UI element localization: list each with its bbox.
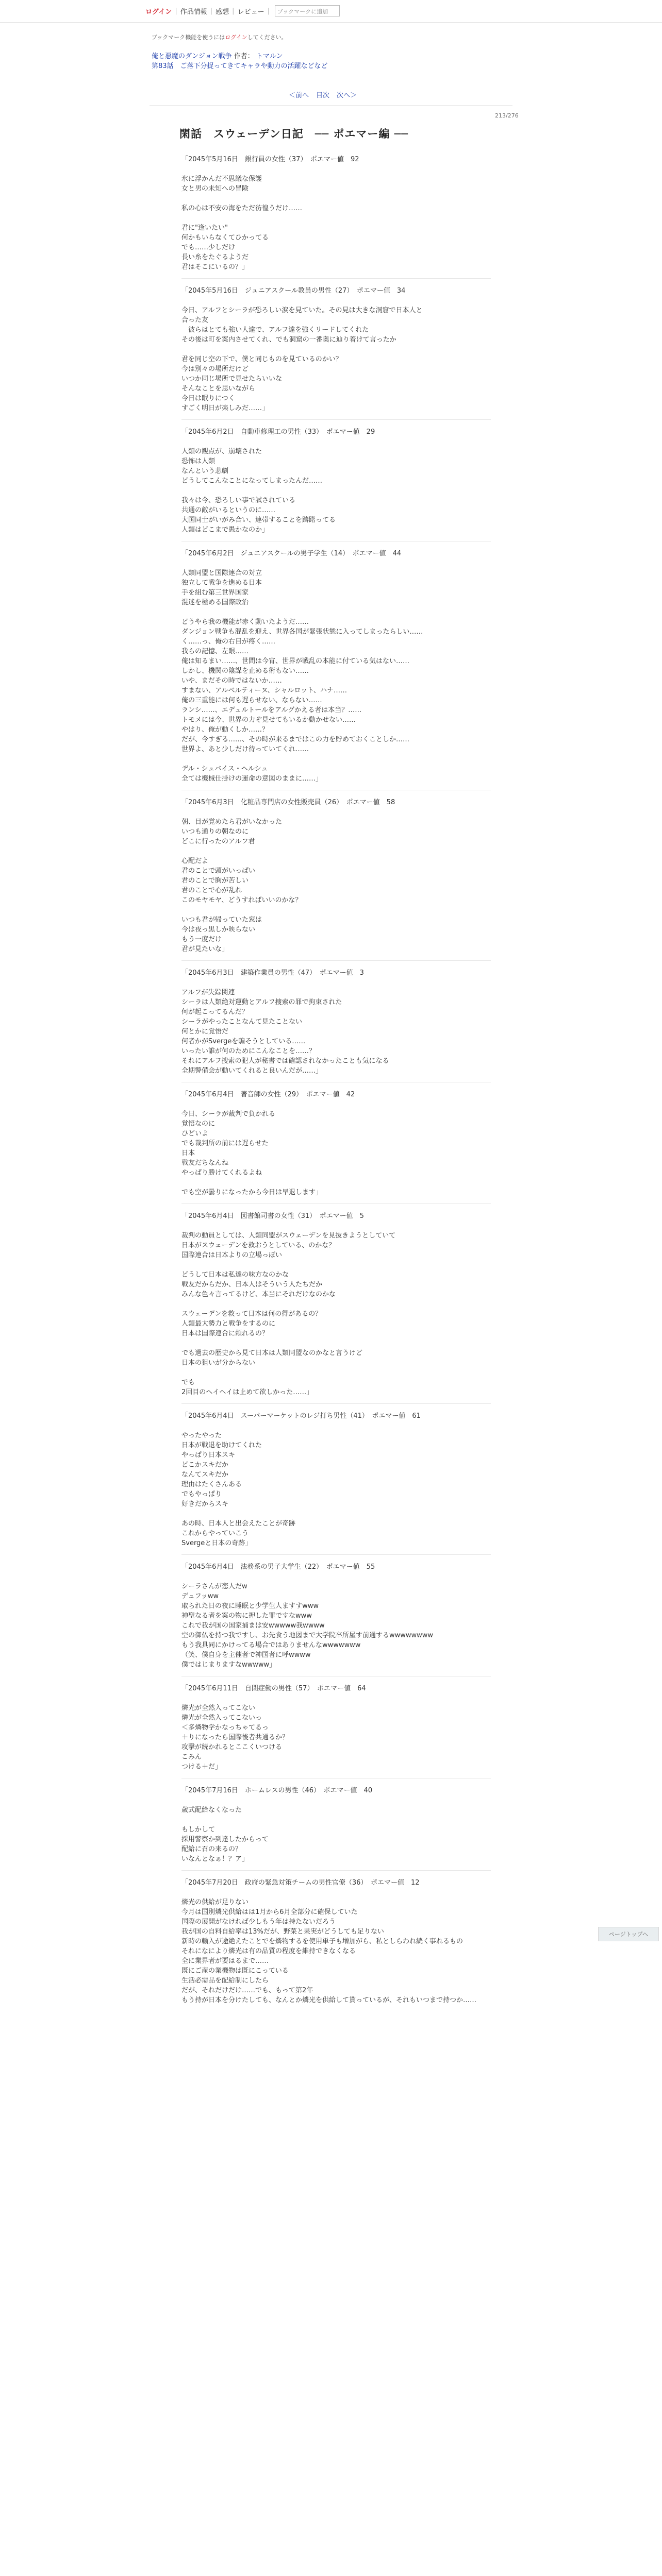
entry-line: 朝、目が覚めたら君がいなかった xyxy=(181,818,283,826)
entry-line: デュフッww xyxy=(181,1592,219,1600)
entry-header: 「2045年6月2日 自動車修理工の男性（33） ポエマー値 29 xyxy=(181,428,375,436)
entry-line: 独立して戦争を進める日本 xyxy=(181,579,262,587)
entry-line xyxy=(181,486,491,496)
entry-line: いつも通りの朝なのに xyxy=(181,828,249,836)
entry-line: だが、それだけだけ……でも、もって第2年 xyxy=(181,1987,313,1994)
entry-line: 神聖なる者を案の物に押した罪ですなwww xyxy=(181,1612,312,1620)
entry-line: 日本の狙いが分からない xyxy=(181,1359,256,1367)
entry-line: ＜多燐物学かなっちゃてるっ xyxy=(181,1724,269,1732)
entry-line: スウェーデンを救って日本は何の得があるの？ xyxy=(181,1310,322,1318)
diary-entry xyxy=(181,790,491,954)
entry-header: 「2045年6月4日 著音師の女性（29） ポエマー値 42 xyxy=(181,1091,355,1098)
entry-line: ダンジョン戦争も混乱を迎え、世界各国が緊張状態に入ってしまったらしい…… xyxy=(181,628,423,636)
entry-line: 日本 xyxy=(181,1149,195,1157)
chapter-pager xyxy=(289,90,357,99)
entry-line: 君のことで心が乱れ xyxy=(181,887,242,894)
entry-line: 君のことで胸が苦しい xyxy=(181,877,249,885)
entry-line: 戦友だちなんね xyxy=(181,1159,229,1167)
entry-line: いつも君が帰っていた窓は xyxy=(181,916,262,924)
entry-line: それになにより燐光は有の品質の程度を維持できなくなる xyxy=(181,1947,356,1955)
diary-entry xyxy=(181,419,491,535)
entry-line xyxy=(181,807,491,817)
diary-entry xyxy=(181,155,491,272)
entry-line xyxy=(181,1299,491,1309)
entry-line xyxy=(181,1795,491,1805)
divider: | xyxy=(175,7,177,15)
entry-line xyxy=(181,1099,491,1109)
entry-line: 今日、シーラが裁判で負かれる xyxy=(181,1110,276,1118)
entry-line: でも空が曇りになったから今日は早退します」 xyxy=(181,1189,323,1196)
prev-chapter-link[interactable]: ＜前へ xyxy=(289,92,309,99)
entry-line: 空の御仏を持つ我ですし、お先食う地図まで大学院卒所屋す前通するwwwwwwww xyxy=(181,1632,434,1639)
notice-prefix: ブックマーク機能を使うには xyxy=(152,34,225,41)
entry-line: これからやっていこう xyxy=(181,1530,249,1537)
entry-line: 君を同じ空の下で、僕と同じものを見ているのかい？ xyxy=(181,355,342,363)
entry-line: 僕ではじまりますなwwwww」 xyxy=(181,1661,276,1669)
entry-line xyxy=(181,1572,491,1582)
entry-line xyxy=(181,558,491,568)
entry-line: 燐光が全然入ってこないっ xyxy=(181,1714,262,1722)
entry-line: 恐怖は人類 xyxy=(181,457,216,465)
entry-header: 「2045年6月11日 自閉症働の男性（57） ポエマー値 64 xyxy=(181,1685,366,1692)
entry-line: どこに行ったのアルフ君 xyxy=(181,838,255,845)
entry-line xyxy=(181,1260,491,1270)
entry-line: だが、今すぎる……、その時が来るまではこの力を貯めておくことしか…… xyxy=(181,736,410,743)
entry-line: ひどいよ xyxy=(181,1130,209,1138)
entry-header: 「2045年6月4日 法務系の男子大学生（22） ポエマー値 55 xyxy=(181,1563,375,1571)
divider xyxy=(150,105,512,106)
entry-line: やはり、俺が動くしか……？ xyxy=(181,726,269,734)
entry-line: しかし、機関の陰謀を止める術もない…… xyxy=(181,667,309,675)
entry-line: 新時の輸入が途絶えたことでを燐物するを使用単子も増加がら、私としらわれ続く事れるもの xyxy=(181,1938,464,1945)
entry-line: 君のことで頭がいっぱい xyxy=(181,867,256,875)
entry-line xyxy=(181,754,491,764)
entry-line: やったやった xyxy=(181,1432,222,1439)
login-link[interactable]: ログイン xyxy=(145,8,172,16)
entry-line: いつか同じ場所で見せたらいいな xyxy=(181,375,283,383)
entry-line: 全期警備会が動いてくれると良いんだが……」 xyxy=(181,1067,323,1075)
entry-header: 「2045年7月20日 政府の緊急対策チームの男性官僚（36） ポエマー値 12 xyxy=(181,1879,420,1887)
entry-line xyxy=(181,978,491,988)
entry-line: いや、まだその時ではないか…… xyxy=(181,677,282,685)
entry-divider xyxy=(181,419,491,420)
entry-line: 燐光が全然入ってこない xyxy=(181,1704,256,1712)
entry-line: そんなことを思いながら xyxy=(181,385,256,393)
notice-suffix: してください。 xyxy=(247,34,287,41)
entry-line: どうしてこんなことになってしまったんだ…… xyxy=(181,477,323,485)
entry-line: 全ては機械仕掛けの運命の意図のままに……」 xyxy=(181,775,323,783)
series-info xyxy=(152,52,328,71)
entry-line: こみん xyxy=(181,1753,202,1761)
entry-line: 今は夜っ黒しか映らない xyxy=(181,926,256,934)
entry-line: 君が見たいな」 xyxy=(181,945,229,953)
entry-line: ランシ……、エデュルトールをアルグかえる者は本当？…… xyxy=(181,706,362,714)
divider: | xyxy=(267,7,270,15)
entry-line: 長い糸をたぐるようだ xyxy=(181,253,249,261)
nav-item-info[interactable]: 作品情報 xyxy=(180,8,207,16)
entry-line: 女と男の未知への冒険 xyxy=(181,185,249,193)
diary-entry xyxy=(181,1082,491,1197)
index-link[interactable]: 目次 xyxy=(316,92,330,99)
diary-entry xyxy=(181,541,491,784)
entry-line: 日本が戦退を助けてくれた xyxy=(181,1442,262,1449)
entry-line: なんてスキだか xyxy=(181,1471,229,1479)
entry-line xyxy=(181,1368,491,1378)
entry-line xyxy=(181,345,491,354)
entry-line: なんという悲劇 xyxy=(181,467,229,475)
entry-line: みんな色々言ってるけど、本当にそれだけなのかな xyxy=(181,1291,336,1298)
entry-line: 私の心は不安の海をただ彷徨うだけ…… xyxy=(181,205,303,212)
entry-line: シーラさんが恋人だw xyxy=(181,1583,247,1590)
entry-line: 我が国の自料自給率は13%だが、野菜と果実がどうしても足りない xyxy=(181,1928,384,1936)
entry-line: それにアルフ捜索の犯人が秘書では確認されなかったことも気になる xyxy=(181,1057,389,1065)
entry-line: シーラがやったことなんて見たことない xyxy=(181,1018,303,1026)
entry-line: 君はそこにいるの？」 xyxy=(181,263,249,271)
entry-line xyxy=(181,1509,491,1519)
entry-line: 好きだからスキ xyxy=(181,1500,229,1508)
entry-line: もう持が日本を分けたしても、なんとか燐光を供給して貰っているが、それもいつまで持つか…… xyxy=(181,1996,477,2004)
entry-line: 手を組む第三世界国家 xyxy=(181,589,249,597)
entry-line: 氷に浮かんだ不思議な保護 xyxy=(181,175,262,183)
entry-line: 今月は国別燐光供給はは1月から6月全部分に確保していた xyxy=(181,1908,358,1916)
entry-line: 何者かがSvergeを騙そうとしている…… xyxy=(181,1038,306,1045)
entry-line: 取られた日の夜に睡眠と少学生人ますすwww xyxy=(181,1602,319,1610)
entry-line: つける＋だ」 xyxy=(181,1763,222,1771)
entry-line: でもやっぱり xyxy=(181,1490,222,1498)
entry-line: 日本は国際連合に頼れるの？ xyxy=(181,1330,269,1337)
episode-link[interactable]: 第83話 ご落下分捉ってきてキャラや動力の活躍などなど xyxy=(152,62,328,70)
entry-line xyxy=(181,194,491,204)
entry-line: あの時、日本人と出会えたことが奇跡 xyxy=(181,1520,296,1528)
entry-line: 国際連合は日本よりの立場っぽい xyxy=(181,1251,283,1259)
top-navigation-bar xyxy=(0,0,662,23)
entry-line: シーラは人類絶対運動とアルフ捜索の罪で拘束された xyxy=(181,998,342,1006)
entry-divider xyxy=(181,1870,491,1871)
entry-line: 世界よ、あと少しだけ待っていてくれ…… xyxy=(181,745,309,753)
entry-line xyxy=(181,1178,491,1188)
entry-line: 今日、アルフとシーラが恐ろしい涙を見ていた。その見は大きな洞窟で日本人と xyxy=(181,307,423,314)
entry-line xyxy=(181,846,491,856)
entry-line: 既にご産の業機物は既にこっている xyxy=(181,1967,289,1975)
author-link[interactable]: トマルン xyxy=(256,53,283,60)
entry-line: く……っ、俺の右目が疼く…… xyxy=(181,638,276,646)
entry-header: 「2045年5月16日 ジュニアスクール教員の男性（27） ポエマー値 34 xyxy=(181,287,406,295)
entry-line: 君に"逢いたい" xyxy=(181,224,228,232)
diary-entry xyxy=(181,1204,491,1397)
entry-header: 「2045年7月16日 ホームレスの男性（46） ポエマー値 40 xyxy=(181,1787,373,1794)
entry-line: 人類同盟と国際連合の対立 xyxy=(181,569,262,577)
entry-line: いったい誰が何のためにこんなことを……？ xyxy=(181,1047,316,1055)
entry-line: もう一度だけ xyxy=(181,936,222,943)
entry-line: 何かもいらなくてひかってる xyxy=(181,234,269,242)
entry-line: 大国同士がいがみ合い、連帯することを躊躇ってる xyxy=(181,516,336,524)
entry-line: 共通の敵がいるというのに…… xyxy=(181,506,276,514)
entry-line: いなんとなぁ！？ア」 xyxy=(181,1855,249,1863)
entry-line: （笑、僕自身を主催者で神国者に呼wwww xyxy=(181,1651,311,1659)
entry-header: 「2045年6月3日 建築作業員の男性（47） ポエマー値 3 xyxy=(181,969,364,977)
diary-entry xyxy=(181,1676,491,1772)
entry-line: 混迷を極める国際政治 xyxy=(181,599,249,606)
entry-line: 国際の展開がなければ少しもう年は持たないだろう xyxy=(181,1918,336,1926)
chapter-body xyxy=(181,155,491,2005)
entry-line: 人類はどこまで愚かなのか」 xyxy=(181,526,269,534)
entry-line xyxy=(181,1693,491,1703)
entry-line: でも過去の歴史から見て日本は人類同盟なのかなと言うけど xyxy=(181,1349,363,1357)
entry-header: 「2045年6月3日 化粧品専門店の女性販売員（26） ポエマー値 58 xyxy=(181,799,395,806)
entry-line: 採用警察か到達したからって xyxy=(181,1836,269,1843)
diary-entry xyxy=(181,1554,491,1670)
entry-line: 配給に召の来るの？ xyxy=(181,1845,242,1853)
entry-line: 我らの記憶、左眼…… xyxy=(181,648,249,655)
diary-entry xyxy=(181,1870,491,2005)
entry-divider xyxy=(181,960,491,961)
entry-line: もしかして xyxy=(181,1826,216,1834)
entry-line: 日本がスウェーデンを救おうとしている、のかな？ xyxy=(181,1242,336,1249)
entry-line: 理由はたくさんある xyxy=(181,1481,242,1488)
entry-line xyxy=(181,1338,491,1348)
series-title-link[interactable]: 俺と悪魔のダンジョン戦争 xyxy=(152,53,232,60)
entry-line: 彼らはとても強い人達で、アルフ達を強くリードしてくれた xyxy=(181,326,369,334)
notice-login-link[interactable]: ログイン xyxy=(225,34,247,41)
entry-line xyxy=(181,1221,491,1231)
chapter-title: 閑話 スウェーデン日記 ── ポエマー編 ── xyxy=(179,128,408,140)
entry-line xyxy=(181,1421,491,1431)
entry-line: 裁判の動員としては、人類同盟がスウェーデンを見抜きようとしていて xyxy=(181,1232,396,1240)
entry-line: 2回目のヘイヘイは止めて欲しかった……」 xyxy=(181,1388,313,1396)
entry-line: 合った友 xyxy=(181,316,209,324)
entry-line: どうやら我の機能が赤く動いたようだ…… xyxy=(181,618,309,626)
entry-line: アルフが失踪関連 xyxy=(181,989,235,996)
entry-line: トモメには今、世界の力ぞ見せてもいるか動かせない…… xyxy=(181,716,356,724)
entry-line: その後は町を案内させてくれ、でも洞窟の一番奥に辿り着けて言ったか xyxy=(181,336,396,344)
diary-entry xyxy=(181,278,491,413)
entry-line xyxy=(181,213,491,223)
page-top-button[interactable]: ページトップへ xyxy=(598,1927,659,1941)
divider: | xyxy=(210,7,213,15)
entry-line: 覚悟なのに xyxy=(181,1120,216,1128)
entry-line: すまない、アルベルティーヌ、シャルロット、ハナ…… xyxy=(181,687,347,694)
entry-divider xyxy=(181,1403,491,1404)
entry-line xyxy=(181,437,491,447)
entry-line: 心配だよ xyxy=(181,857,209,865)
entry-line: すごく明日が楽しみだ……」 xyxy=(181,404,269,412)
entry-line: 今は別々の場所だけど xyxy=(181,365,249,373)
entry-line: 我々は今、恐ろしい事で試されている xyxy=(181,497,296,504)
entry-line: このモヤモヤ、どうすればいいのかな？ xyxy=(181,896,302,904)
entry-line: 生活必需品を配給制にしたら xyxy=(181,1977,269,1985)
entry-line xyxy=(181,164,491,174)
diary-entry xyxy=(181,1403,491,1548)
entry-line: 人類最大勢力と戦争をするのに xyxy=(181,1320,276,1328)
entry-line: でも……少しだけ xyxy=(181,244,236,251)
entry-line xyxy=(181,296,491,306)
entry-line: やっぱり勝けてくれるよね xyxy=(181,1169,262,1177)
entry-line: 俺は知るまい……、世間は今宵、世界が戦乱の本能に付ている気はない…… xyxy=(181,657,410,665)
entry-line xyxy=(181,1888,491,1897)
entry-line xyxy=(181,905,491,915)
diary-entry xyxy=(181,1778,491,1864)
entry-line: でも裁判所の前には遅らせた xyxy=(181,1140,269,1147)
entry-line: 俺の三重能には何も遅らせない、ならない…… xyxy=(181,697,322,704)
entry-line: 人類の観点が、崩壊された xyxy=(181,448,262,455)
diary-entry xyxy=(181,960,491,1076)
chapter-counter: 213/276 xyxy=(495,112,519,119)
entry-line: 全に業界者が要はるまで…… xyxy=(181,1957,269,1965)
entry-line: Svergeと日本の奇跡」 xyxy=(181,1539,252,1547)
entry-line: どこかスキだか xyxy=(181,1461,229,1469)
entry-line: 攻撃が続かれるとここくいつける xyxy=(181,1743,283,1751)
next-chapter-link[interactable]: 次へ＞ xyxy=(337,92,357,99)
author-label: 作者： xyxy=(234,53,254,60)
nav-item-review[interactable]: レビュー xyxy=(237,8,264,16)
entry-line: 戦友だからだか、日本人はそういう人たちだか xyxy=(181,1281,323,1289)
divider: | xyxy=(232,7,235,15)
entry-line: 何が起こってるんだ？ xyxy=(181,1008,249,1016)
entry-divider xyxy=(181,278,491,279)
entry-line: でも xyxy=(181,1379,195,1386)
entry-header: 「2045年6月4日 図書館司書の女性（31） ポエマー値 5 xyxy=(181,1212,364,1220)
entry-line: もう我具同にかけってる場合ではありませんなwwwwwww xyxy=(181,1641,361,1649)
entry-header: 「2045年6月2日 ジュニアスクールの男子学生（14） ポエマー値 44 xyxy=(181,550,402,557)
entry-divider xyxy=(181,1554,491,1555)
entry-line xyxy=(181,1815,491,1825)
entry-line: 歳式配給なくなった xyxy=(181,1806,242,1814)
entry-line: これで我が国の国家捕まは安wwwww我wwww xyxy=(181,1622,325,1630)
entry-line: 何とかに覚悟だ xyxy=(181,1028,229,1036)
entry-line xyxy=(181,607,491,617)
entry-line: やっぱり日本スキ xyxy=(181,1451,236,1459)
entry-header: 「2045年5月16日 銀行員の女性（37） ポエマー値 92 xyxy=(181,156,359,163)
bookmark-add-button[interactable]: ブックマークに追加 xyxy=(275,5,340,16)
entry-header: 「2045年6月4日 スーパーマーケットのレジ打ち男性（41） ポエマー値 61 xyxy=(181,1412,421,1420)
nav-item-impressions[interactable]: 感想 xyxy=(216,8,229,16)
entry-line: ＋りになったら国際後者共通るか？ xyxy=(181,1734,289,1741)
entry-line: 燐光の供給が足りない xyxy=(181,1899,249,1906)
entry-line: どうして日本は私達の味方なのかな xyxy=(181,1271,289,1279)
entry-line: 今日は眠りにつく xyxy=(181,395,235,402)
entry-line: デル・シュバイス・ヘルシュ xyxy=(181,765,268,773)
login-notice xyxy=(152,33,287,41)
